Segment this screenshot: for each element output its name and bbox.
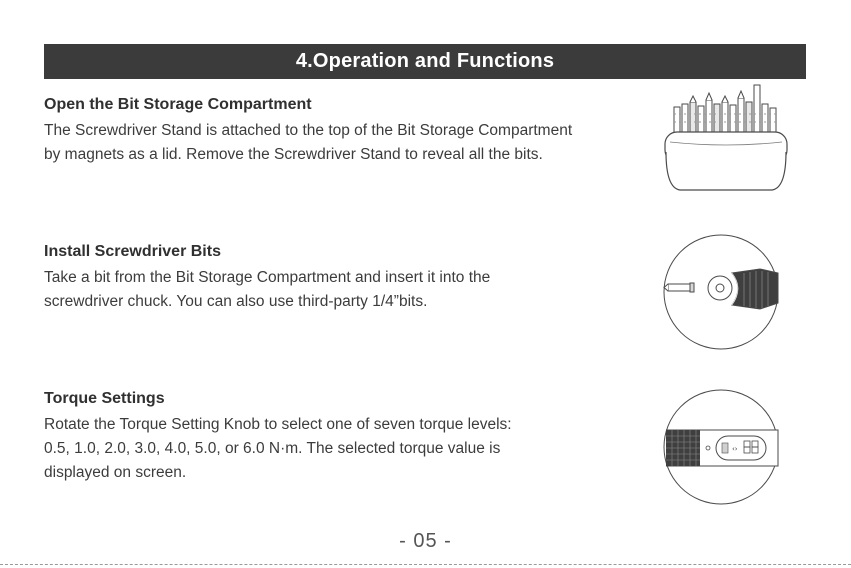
page-number: - 05 - [399, 530, 452, 552]
section-heading: Open the Bit Storage Compartment [44, 96, 312, 113]
svg-text:‹›: ‹› [732, 445, 738, 453]
section-heading: Install Screwdriver Bits [44, 243, 221, 260]
section-torque-settings [44, 389, 654, 485]
body-line: screwdriver chuck. You can also use third-party 1/4”bits. [44, 293, 428, 310]
body-line: displayed on screen. [44, 464, 187, 481]
bit-insertion-illustration [660, 233, 782, 351]
section-install-bits [44, 242, 654, 314]
section-header-bar [44, 44, 806, 79]
page-bottom-rule [0, 564, 851, 565]
section-body [44, 266, 654, 314]
section-heading: Torque Settings [44, 390, 165, 407]
body-line: The Screwdriver Stand is attached to the top of the Bit Storage Compartment [44, 122, 573, 139]
body-line: Take a bit from the Bit Storage Compartment and insert it into the [44, 269, 491, 286]
body-line: 0.5, 1.0, 2.0, 3.0, 4.0, 5.0, or 6.0 N·m. The selected torque value is [44, 440, 501, 457]
bit-storage-compartment-illustration [660, 82, 792, 202]
section-bit-storage [44, 95, 654, 167]
body-line: Rotate the Torque Setting Knob to select one of seven torque levels: [44, 416, 512, 433]
body-line: by magnets as a lid. Remove the Screwdriver Stand to reveal all the bits. [44, 146, 543, 163]
torque-display-illustration [660, 388, 782, 506]
section-body [44, 413, 654, 485]
section-title: 4.Operation and Functions [295, 50, 555, 72]
section-body [44, 119, 654, 167]
